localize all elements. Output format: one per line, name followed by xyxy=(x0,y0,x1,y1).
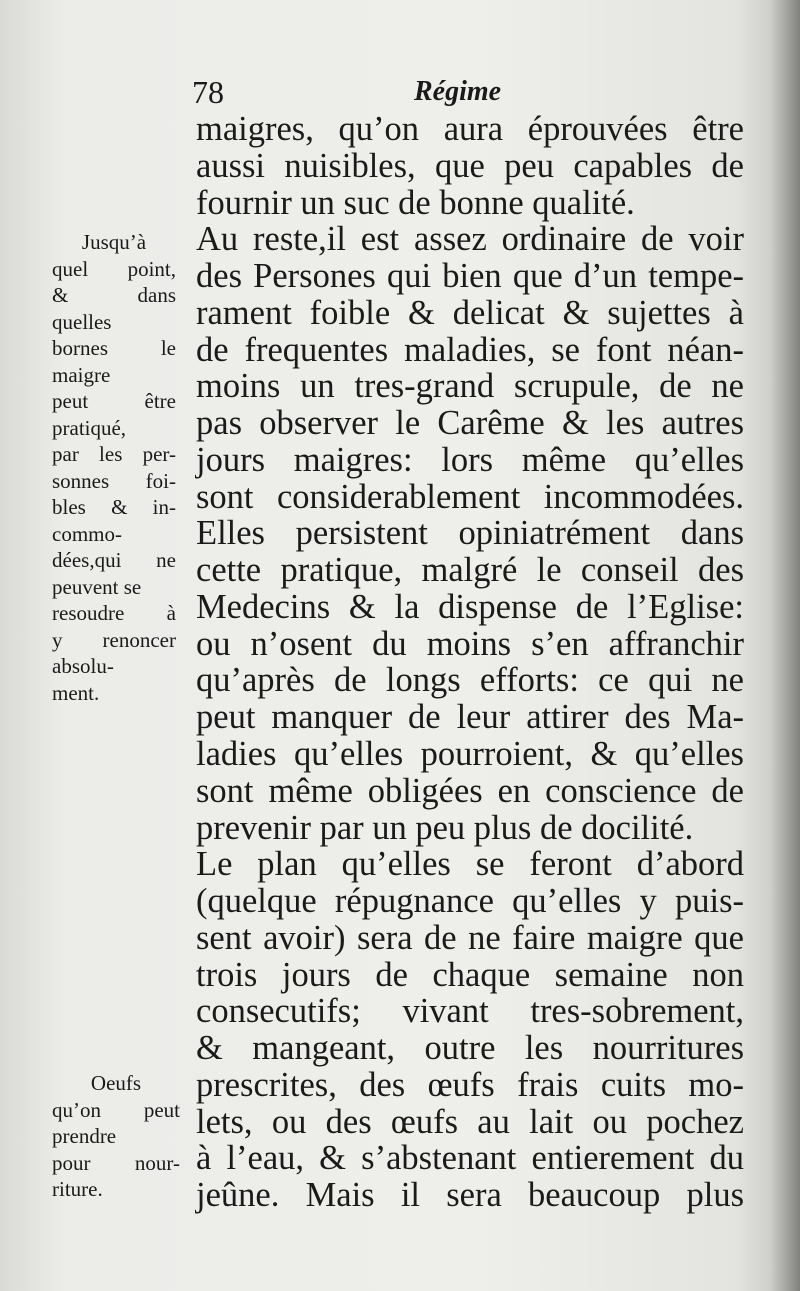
margin-note-line: qu’on peut xyxy=(52,1097,180,1122)
running-head: Régime xyxy=(414,76,502,107)
body-line: Elles persistent opiniatrément dans xyxy=(196,514,744,553)
body-line: ladies qu’elles pourroient, & qu’elles xyxy=(196,735,744,774)
page-header xyxy=(192,72,752,112)
margin-note-line: resoudre à xyxy=(52,601,176,625)
margin-note-line: bles & in- xyxy=(52,495,176,519)
body-line: Le plan qu’elles se feront d’abord xyxy=(196,845,744,884)
margin-note-line: absolu- xyxy=(52,654,114,678)
body-line: aussi nuisibles, que peu capables de xyxy=(196,146,744,185)
margin-note-line: quel point, xyxy=(52,256,176,281)
body-line: rament foible & delicat & sujettes à xyxy=(196,293,744,332)
body-line: pas observer le Carême & les autres xyxy=(196,404,744,443)
margin-note-line: quelles xyxy=(52,309,112,334)
body-line: ou n’osent du moins s’en affranchir xyxy=(196,624,744,663)
body-line: jeûne. Mais il sera beaucoup plus xyxy=(196,1176,744,1215)
body-line: & mangeant, outre les nourritures xyxy=(196,1029,744,1068)
body-line: sont même obligées en conscience de xyxy=(196,771,744,810)
margin-note-line: dées,qui ne xyxy=(52,548,176,572)
body-line: sont considerablement incommodées. xyxy=(196,477,744,516)
body-line: consecutifs; vivant tres-sobrement, xyxy=(196,992,744,1031)
body-line: (quelque répugnance qu’elles y puis- xyxy=(196,882,744,921)
margin-note-oeufs xyxy=(52,1070,180,1203)
margin-note-line: prendre xyxy=(52,1124,117,1148)
page-number: 78 xyxy=(192,74,224,110)
body-line: moins un tres-grand scrupule, de ne xyxy=(196,367,744,406)
body-line: à l’eau, & s’abstenant entierement du xyxy=(196,1139,744,1178)
margin-note-line: peuvent se xyxy=(52,574,142,599)
body-line: Medecins & la dispense de l’Eglise: xyxy=(196,587,744,626)
body-line: lets, ou des œufs au lait ou pochez xyxy=(196,1102,744,1141)
body-line: maigres, qu’on aura éprouvées être xyxy=(196,110,744,148)
body-line: prescrites, des œufs frais cuits mo- xyxy=(196,1065,744,1104)
body-line: Au reste,il est assez ordinaire de voir xyxy=(196,220,744,259)
margin-note-line: peut être xyxy=(52,389,176,413)
body-line: cette pratique, malgré le conseil des xyxy=(196,551,744,590)
body-line: des Persones qui bien que d’un tempe- xyxy=(196,257,744,296)
body-line: jours maigres: lors même qu’elles xyxy=(196,440,744,479)
body-text xyxy=(196,111,744,1214)
body-line: trois jours de chaque semaine non xyxy=(196,955,744,994)
margin-note-line: pour nour- xyxy=(52,1150,180,1175)
margin-note-line: riture. xyxy=(52,1177,103,1201)
margin-note-line: & dans xyxy=(52,283,176,307)
body-line: prevenir par un peu plus de docilité. xyxy=(196,808,694,847)
margin-note-line: Jusqu’à xyxy=(81,230,147,254)
margin-note-maigre xyxy=(52,229,176,706)
body-line: peut manquer de leur attirer des Ma- xyxy=(196,698,744,737)
body-line: qu’après de longs efforts: ce qui ne xyxy=(196,661,744,700)
margin-note-line: ment. xyxy=(52,680,100,705)
body-line: de frequentes maladies, se font néan- xyxy=(196,330,744,369)
margin-note-line: y renoncer xyxy=(52,627,176,652)
margin-note-line: Oeufs xyxy=(90,1071,142,1095)
margin-note-line: commo- xyxy=(52,521,122,546)
margin-note-line: bornes le xyxy=(52,336,176,360)
margin-note-line: pratiqué, xyxy=(52,415,127,440)
page-gutter-shadow xyxy=(770,0,800,1291)
margin-note-line: par les per- xyxy=(52,442,176,466)
body-line: sent avoir) sera de ne faire maigre que xyxy=(196,918,744,957)
margin-note-line: sonnes foi- xyxy=(52,468,176,493)
body-line: fournir un suc de bonne qualité. xyxy=(196,183,635,222)
margin-note-line: maigre xyxy=(52,362,111,387)
